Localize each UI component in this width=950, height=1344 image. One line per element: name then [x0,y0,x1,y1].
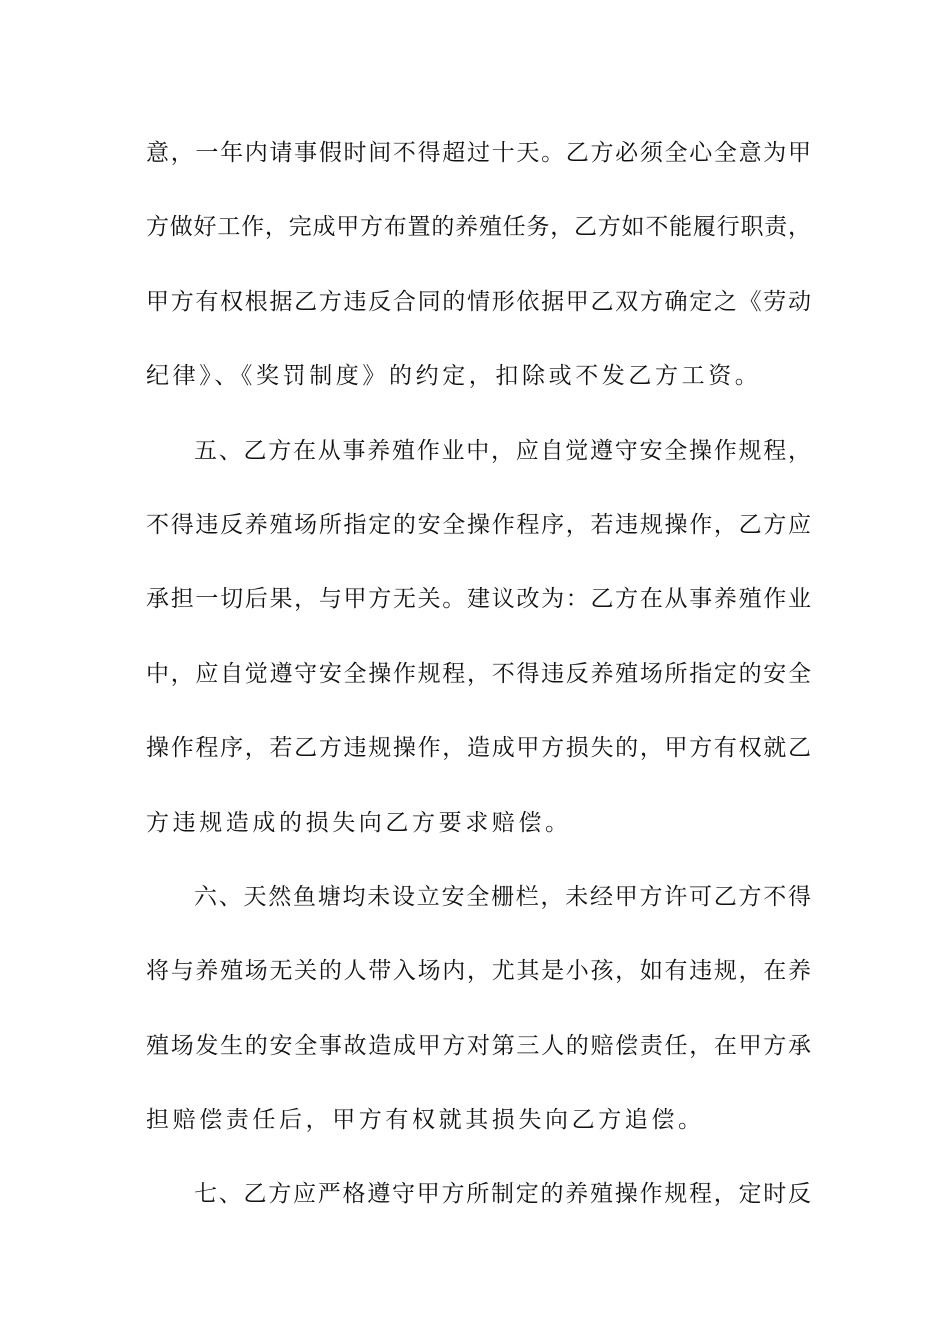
text-line: 不得违反养殖场所指定的安全操作程序，若违规操作，乙方应 [146,511,811,538]
text-line: 殖场发生的安全事故造成甲方对第三人的赔偿责任，在甲方承 [146,1032,811,1059]
document-body [146,128,811,1244]
text-line: 纪律》、《奖罚制度》的约定，扣除或不发乙方工资。 [146,363,762,390]
text-line: 方做好工作，完成甲方布置的养殖任务，乙方如不能履行职责， [146,214,811,241]
text-line: 将与养殖场无关的人带入场内，尤其是小孩，如有违规，在养 [146,958,811,985]
paragraph-6-first-line: 六、天然鱼塘均未设立安全栅栏，未经甲方许可乙方不得 [194,883,811,910]
text-line: 中，应自觉遵守安全操作规程，不得违反养殖场所指定的安全 [146,660,811,687]
text-line: 方违规造成的损失向乙方要求赔偿。 [146,809,572,836]
text-line: 意，一年内请事假时间不得超过十天。乙方必须全心全意为甲 [146,140,811,166]
text-line: 担赔偿责任后，甲方有权就其损失向乙方追偿。 [146,1107,705,1134]
text-line: 甲方有权根据乙方违反合同的情形依据甲乙双方确定之《劳动 [146,288,811,315]
text-line: 承担一切后果，与甲方无关。建议改为：乙方在从事养殖作业 [146,586,811,613]
text-line: 操作程序，若乙方违规操作，造成甲方损失的，甲方有权就乙 [146,735,811,762]
paragraph-7-first-line: 七、乙方应严格遵守甲方所制定的养殖操作规程，定时反 [194,1181,811,1208]
paragraph-5-first-line: 五、乙方在从事养殖作业中，应自觉遵守安全操作规程， [194,437,811,464]
